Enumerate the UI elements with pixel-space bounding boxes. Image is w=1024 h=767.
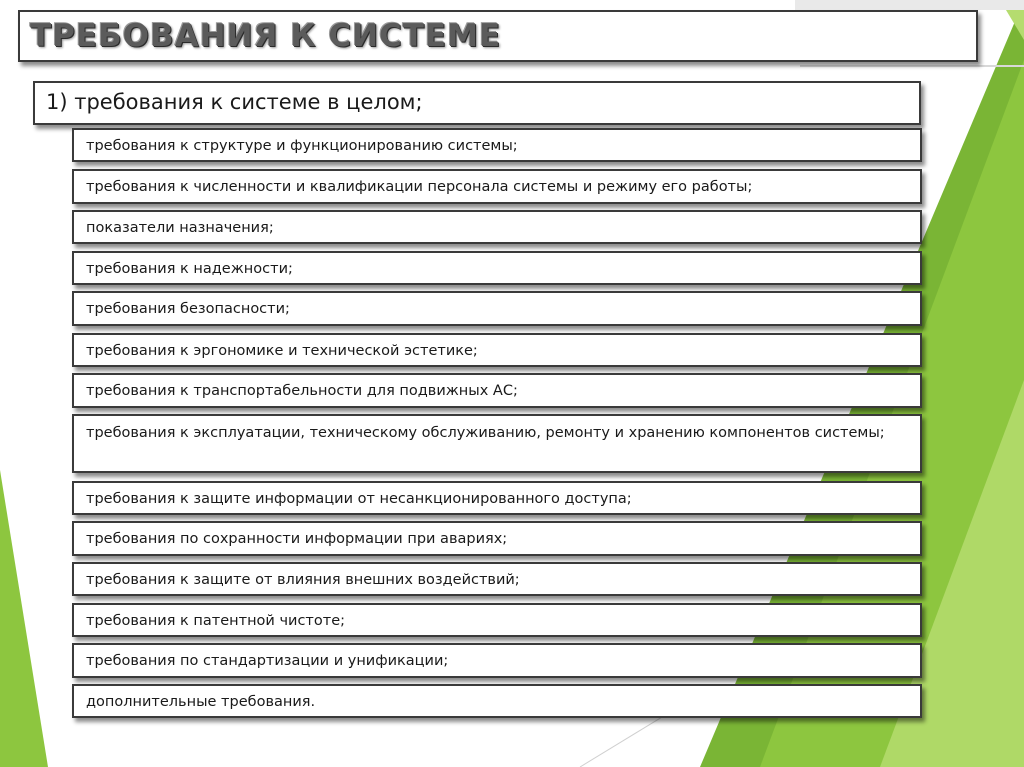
list-item-text: требования безопасности; <box>86 301 290 317</box>
list-item <box>72 251 922 285</box>
list-item <box>72 684 922 718</box>
list-item <box>72 128 922 162</box>
list-item <box>72 603 922 637</box>
list-item-text: требования к защите от влияния внешних воздействий; <box>86 572 520 588</box>
list-item-text: требования к транспортабельности для подвижных АС; <box>86 383 518 399</box>
list-item <box>72 562 922 596</box>
list-item <box>72 521 922 556</box>
level1-heading: 1) требования к системе в целом; <box>46 90 423 114</box>
list-item-text: требования к эргономике и технической эстетике; <box>86 343 478 359</box>
list-item <box>72 643 922 678</box>
title-box <box>18 10 978 62</box>
list-item-text: показатели назначения; <box>86 220 274 236</box>
level1-heading-box <box>33 81 921 125</box>
list-item <box>72 481 922 515</box>
list-item-text: требования к структуре и функционированию системы; <box>86 138 518 154</box>
list-item-text: требования к надежности; <box>86 261 293 277</box>
list-item <box>72 373 922 408</box>
list-item <box>72 169 922 204</box>
list-item <box>72 291 922 326</box>
list-item <box>72 210 922 244</box>
top-right-grey-strip <box>795 0 1024 10</box>
list-item-text: требования к численности и квалификации персонала системы и режиму его работы; <box>86 179 753 195</box>
list-item-text: требования к эксплуатации, техническому обслуживанию, ремонту и хранению компонентов системы; <box>86 425 885 441</box>
list-item-text: дополнительные требования. <box>86 694 316 710</box>
list-item-text: требования по стандартизации и унификации; <box>86 653 449 669</box>
list-item <box>72 333 922 367</box>
list-item <box>72 414 922 473</box>
left-green-triangle <box>0 470 48 767</box>
slide-title: ТРЕБОВАНИЯ К СИСТЕМЕ <box>30 18 502 54</box>
list-item-text: требования к защите информации от несанкционированного доступа; <box>86 491 632 507</box>
list-item-text: требования по сохранности информации при авариях; <box>86 531 508 547</box>
list-item-text: требования к патентной чистоте; <box>86 613 345 629</box>
